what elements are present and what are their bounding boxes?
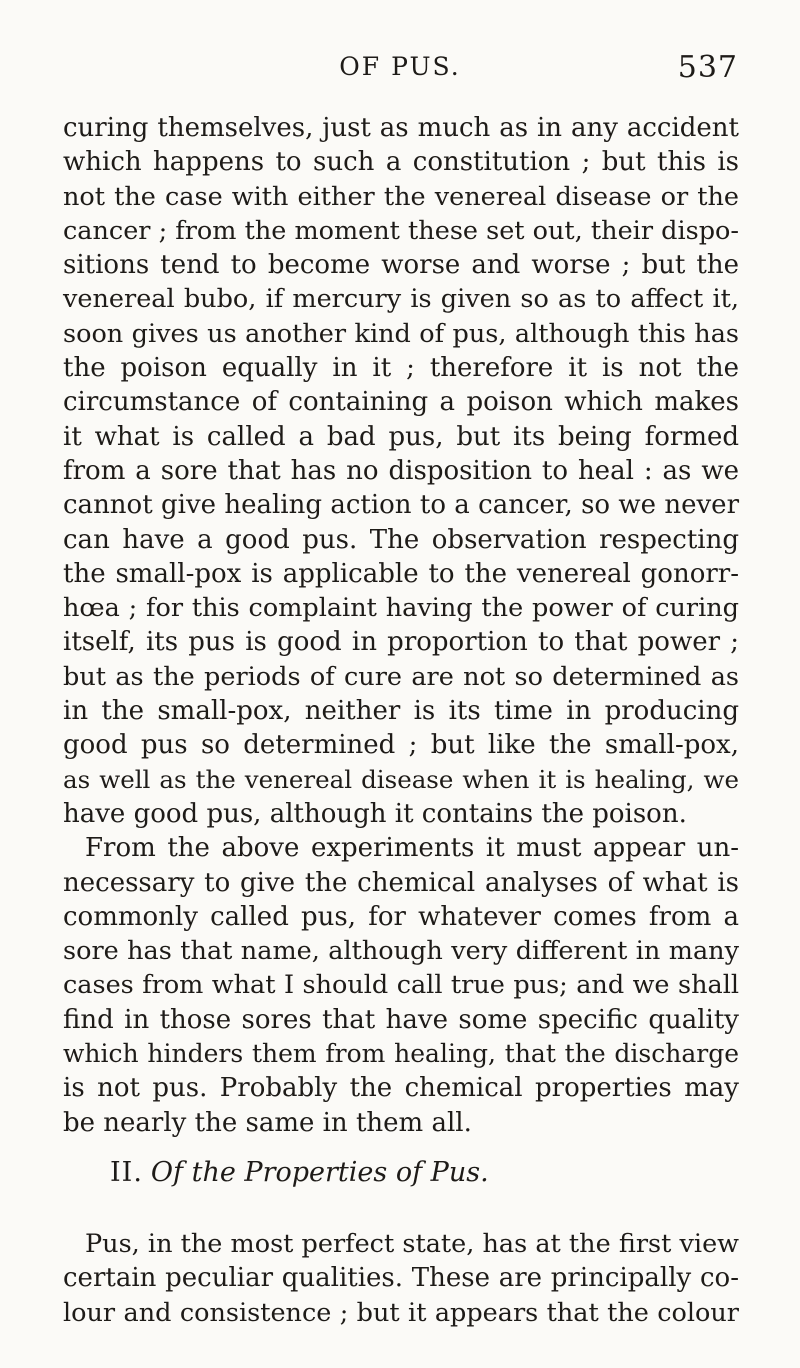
- text-line: the poison equally in it ; therefore it is not the: [63, 353, 739, 384]
- paragraph-3: [63, 1227, 739, 1330]
- running-head: [62, 52, 738, 92]
- section-title: Of the Properties of Pus.: [150, 1157, 489, 1188]
- section-heading: [110, 1157, 489, 1188]
- page-number: 537: [677, 50, 738, 85]
- text-line: which hinders them from healing, that the discharge: [63, 1039, 739, 1069]
- text-line: sore has that name, although very different in many: [63, 936, 739, 967]
- body-text: [63, 111, 739, 1140]
- text-line: from a sore that has no disposition to heal : as we: [63, 455, 739, 486]
- text-line: hœa ; for this complaint having the power of curing: [63, 593, 739, 624]
- text-line: certain peculiar qualities. These are principally co-: [63, 1263, 739, 1294]
- text-line: necessary to give the chemical analyses of what is: [63, 867, 739, 898]
- text-line: cases from what I should call true pus; and we shall: [63, 970, 739, 1001]
- text-line: cancer ; from the moment these set out, their dispo-: [63, 215, 739, 246]
- text-line: sitions tend to become worse and worse ; but the: [63, 250, 739, 281]
- text-line: is not pus. Probably the chemical properties may: [63, 1073, 739, 1104]
- text-line: can have a good pus. The observation respecting: [63, 524, 739, 555]
- text-line: have good pus, although it contains the poison.: [63, 798, 687, 829]
- text-line: itself, its pus is good in proportion to that power ;: [63, 627, 739, 658]
- text-line: it what is called a bad pus, but its being formed: [63, 421, 739, 452]
- text-line: curing themselves, just as much as in any accident: [63, 113, 739, 143]
- text-line: venereal bubo, if mercury is given so as to affect it,: [63, 284, 739, 315]
- text-line: which happens to such a constitution ; but this is: [63, 147, 739, 178]
- text-line: in the small-pox, neither is its time in producing: [63, 696, 739, 727]
- text-line: Pus, in the most perfect state, has at the first view: [85, 1229, 739, 1259]
- text-line: soon gives us another kind of pus, although this has: [63, 318, 739, 349]
- text-line: cannot give healing action to a cancer, so we never: [63, 490, 739, 521]
- text-line: the small-pox is applicable to the venereal gonorr-: [63, 558, 739, 589]
- text-line: but as the periods of cure are not so determined as: [63, 661, 739, 692]
- running-title: OF PUS.: [339, 52, 461, 81]
- text-line: as well as the venereal disease when it is healing, we: [63, 764, 739, 794]
- text-line: From the above experiments it must appear un-: [85, 833, 739, 864]
- text-line: be nearly the same in them all.: [63, 1107, 472, 1138]
- text-line: lour and consistence ; but it appears that the colour: [63, 1297, 739, 1328]
- text-line: not the case with either the venereal disease or the: [63, 181, 739, 212]
- text-line: circumstance of containing a poison which makes: [63, 387, 739, 418]
- paragraph-2: [63, 831, 739, 1140]
- paragraph-1: [63, 111, 739, 831]
- text-line: find in those sores that have some specific quality: [63, 1004, 739, 1035]
- text-line: good pus so determined ; but like the small-pox,: [63, 730, 739, 761]
- section-number: II.: [110, 1157, 143, 1188]
- text-line: commonly called pus, for whatever comes from a: [63, 901, 739, 932]
